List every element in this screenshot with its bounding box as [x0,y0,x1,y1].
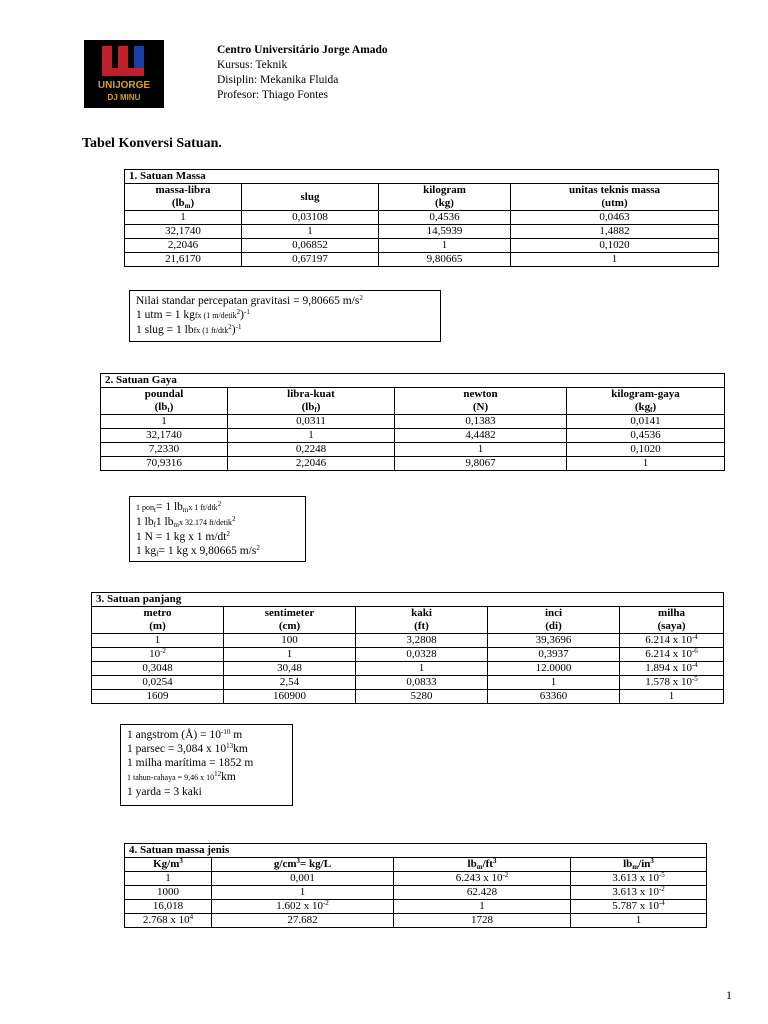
force-header-2: libra-kuat $(lb_f)$ [228,388,395,415]
discipline: Disiplin: Mekanika Fluida [217,74,339,86]
force-note-line-2: 1 $lb_f1$ $lb_mx$ 32.174 ft/detik$^2$ [136,515,236,529]
mass-header-1: massa-libra $(lb_m)$ [125,184,242,211]
density-header-3: $lb_m/ft^3$ [394,858,571,872]
table-row: 1 100 3,2808 39,3696 6.214 x $10^{-4}$ [92,634,724,648]
table-row: 2.768 x $10^4$ 27.682 1728 1 [125,914,707,928]
density-header-4: $lb_m/in^3$ [571,858,707,872]
table-row: 1 0,03108 0,4536 0,0463 [125,211,719,225]
force-header-4: kilogram-gaya $(kg_f)$ [567,388,725,415]
table-row: 16,018 1.602 x $10^{-2}$ 1 5.787 x $10^{-4}$ [125,900,707,914]
force-note-line-4: 1 $kg_f= 1$ kg x 9,80665 $m/s^2$ [136,544,260,558]
table-row: 2,2046 0,06852 1 0,1020 [125,239,719,253]
length-header-3: kaki (ft) [356,607,488,634]
length-note-line-2: 1 parsec = 3,084 x $10^{13}km$ [127,742,248,755]
length-note-line-5: 1 yarda = 3 kaki [127,786,202,798]
table-row: 1609 160900 5280 63360 1 [92,690,724,704]
force-header-3: newton (N) [395,388,567,415]
logo-text-bottom: DJ MINU [107,93,141,102]
density-header-2: $g/cm^3= kg/L$ [212,858,394,872]
length-header-5: milha (saya) [620,607,724,634]
length-table [91,592,724,704]
length-note-line-1: 1 angstrom (Å) = $10^{-10}$ m [127,728,243,741]
length-note-line-4: 1 tahun-cahaya = 9,46 x $10^{12}km$ [127,770,236,783]
gravity-note-line-1: Nilai standar percepatan gravitasi = 9,80665 $m/s^2$ [136,294,363,307]
gravity-note [129,290,441,342]
force-header-1: poundal $(lb_t)$ [101,388,228,415]
page-number: 1 [726,988,732,1002]
professor: Profesor: Thiago Fontes [217,89,328,101]
length-header-4: inci (di) [488,607,620,634]
force-table-title: 2. Satuan Gaya [101,374,725,388]
table-row: 0,3048 30,48 1 12.0000 1.894 x $10^{-4}$ [92,662,724,676]
length-header-1: metro (m) [92,607,224,634]
logo-graphic [84,40,164,108]
density-table [124,843,707,928]
mass-table [124,169,719,267]
table-row: 1 0,0311 0,1383 0,0141 [101,415,725,429]
gravity-note-line-2: 1 utm = 1 kgfx (1 m/detik$^2$)$^{-1}$ [136,308,250,321]
force-note-line-3: 1 N = 1 kg x 1 $m/dt^2$ [136,530,231,543]
force-note [129,496,306,562]
length-table-title: 3. Satuan panjang [92,593,724,607]
table-row: 1000 1 62.428 3.613 x $10^{-2}$ [125,886,707,900]
university-logo [84,40,164,108]
mass-header-2: slug [242,184,379,211]
table-row: 0,0254 2,54 0,0833 1 1.578 x $10^{-5}$ [92,676,724,690]
mass-table-title: 1. Satuan Massa [125,170,719,184]
table-row: 1 0,001 6.243 x $10^{-2}$ 3.613 x $10^{-5}$ [125,872,707,886]
length-note-line-3: 1 milha marítima = 1852 m [127,757,254,769]
length-header-2: sentimeter (cm) [224,607,356,634]
mass-header-4: unitas teknis massa (utm) [511,184,719,211]
table-row: 21,6170 0,67197 9,80665 1 [125,253,719,267]
force-note-line-1: 1 pon$_t$= 1 $lb_mx$ 1 ft/dtk$^2$ [136,500,222,514]
org-name: Centro Universitário Jorge Amado [217,44,388,56]
header-info [217,43,388,103]
table-row: 7,2330 0,2248 1 0,1020 [101,443,725,457]
table-row: $10^{-2}$ 1 0,0328 0,3937 6.214 x $10^{-6}$ [92,648,724,662]
gravity-note-line-3: 1 slug = 1 lbfx (1 ft/dtk$^2$)$^{-1}$ [136,323,242,336]
table-row: 32,1740 1 14,5939 1,4882 [125,225,719,239]
density-table-title: 4. Satuan massa jenis [125,844,707,858]
table-row: 32,1740 1 4,4482 0,4536 [101,429,725,443]
density-header-1: $Kg/m^3$ [125,858,212,872]
logo-text-top: UNIJORGE [97,80,151,91]
document-title: Tabel Konversi Satuan. [82,136,222,151]
table-row: 70,9316 2,2046 9,8067 1 [101,457,725,471]
force-table [100,373,725,471]
mass-header-3: kilogram (kg) [379,184,511,211]
length-note [120,724,293,806]
course: Kursus: Teknik [217,59,288,71]
